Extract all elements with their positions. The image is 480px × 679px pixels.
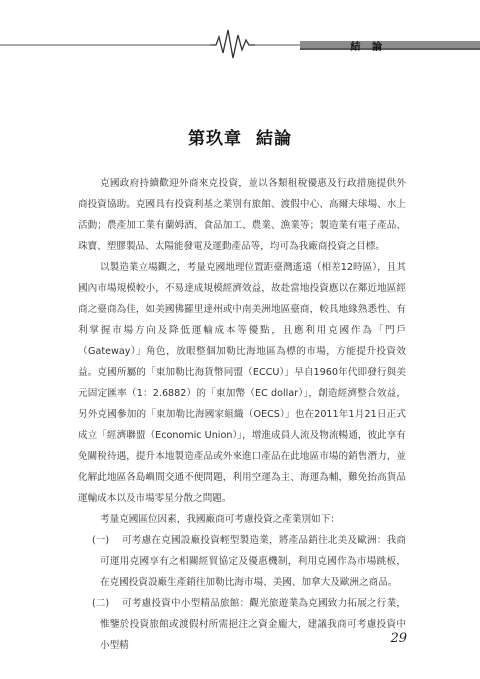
list-item (78, 530, 406, 593)
chapter-name: 結論 (256, 129, 292, 149)
paragraph: 克國政府持續歡迎外商來克投資，並以各類租稅優惠及行政措施提供外商投資協助。克國具有投資利基之業別有旅館、渡假中心、高爾夫球場、水上活動；農產加工業有蘭姆酒、食品加工、農業、漁業等；製造業有電子產品、珠寶、塑膠製品、太陽能發電及運動產品等，均可為我廠商投資之目標。 (78, 178, 406, 252)
chapter-number: 第玖章 (188, 129, 242, 149)
list-item-text: 可考慮投資中小型精品旅館：觀光旅遊業為克國致力拓展之行業，惟鑒於投資旅館或渡假村所需挹注之資金龐大，建議我商可考慮投資中小型精 (100, 598, 406, 651)
ecg-wave-icon (0, 0, 480, 60)
page-number: 29 (390, 631, 407, 646)
list-item (78, 593, 406, 656)
paragraph: 以製造業立場觀之，考量克國地理位置距臺灣遙遠（相差12時區），且其國內市場規模較小，不易達成規模經濟效益，故赴當地投資應以在鄰近地區經商之臺商為佳，如美國佛羅里達州或中南美洲地區臺商，較具地緣熟悉性、有利掌握市場方向及降低運輸成本等優點，且應利用克國作為「門戶（Gateway）」角色，放眼整個加勒比海地區為標的市場，方能提升投資效益。克國所屬的「東加勒比海貨幣同盟（ECCU）」早自1960年代即發行與美元固定匯率（1：2.6882）的「東加幣（EC dollar）」，創造經濟整合效益，另外克國參加的「東加勒比海國家組織（OECS）」也在2011年1月21日正式成立「經濟聯盟（Economic Union）」，增進成員人流及物流暢通，彼此享有免關稅待遇，提升本地製造產品或外來進口產品在此地區市場的銷售潛力，並化解此地區各島嶼間交通不便問題，利用空運為主、海運為輔，難免抬高貨品運輸成本以及市場零星分散之問題。 (78, 262, 406, 504)
section-label: 結 論 (350, 42, 386, 53)
list-marker: (二) (92, 598, 110, 609)
body-text (78, 173, 406, 656)
paragraph: 考量克國區位因素，我國廠商可考慮投資之產業別如下： (100, 514, 340, 525)
list-item-text: 可考慮在克國設廠投資輕型製造業，將產品銷往北美及歐洲：我商可運用克國享有之相關經貿協定及優惠機制，利用克國作為市場跳板，在克國投資設廠生產銷往加勒比海市場、美國、加拿大及歐洲之商品。 (100, 535, 406, 588)
list-marker: (一) (92, 535, 110, 546)
running-header (0, 0, 480, 60)
chapter-title (0, 124, 480, 149)
